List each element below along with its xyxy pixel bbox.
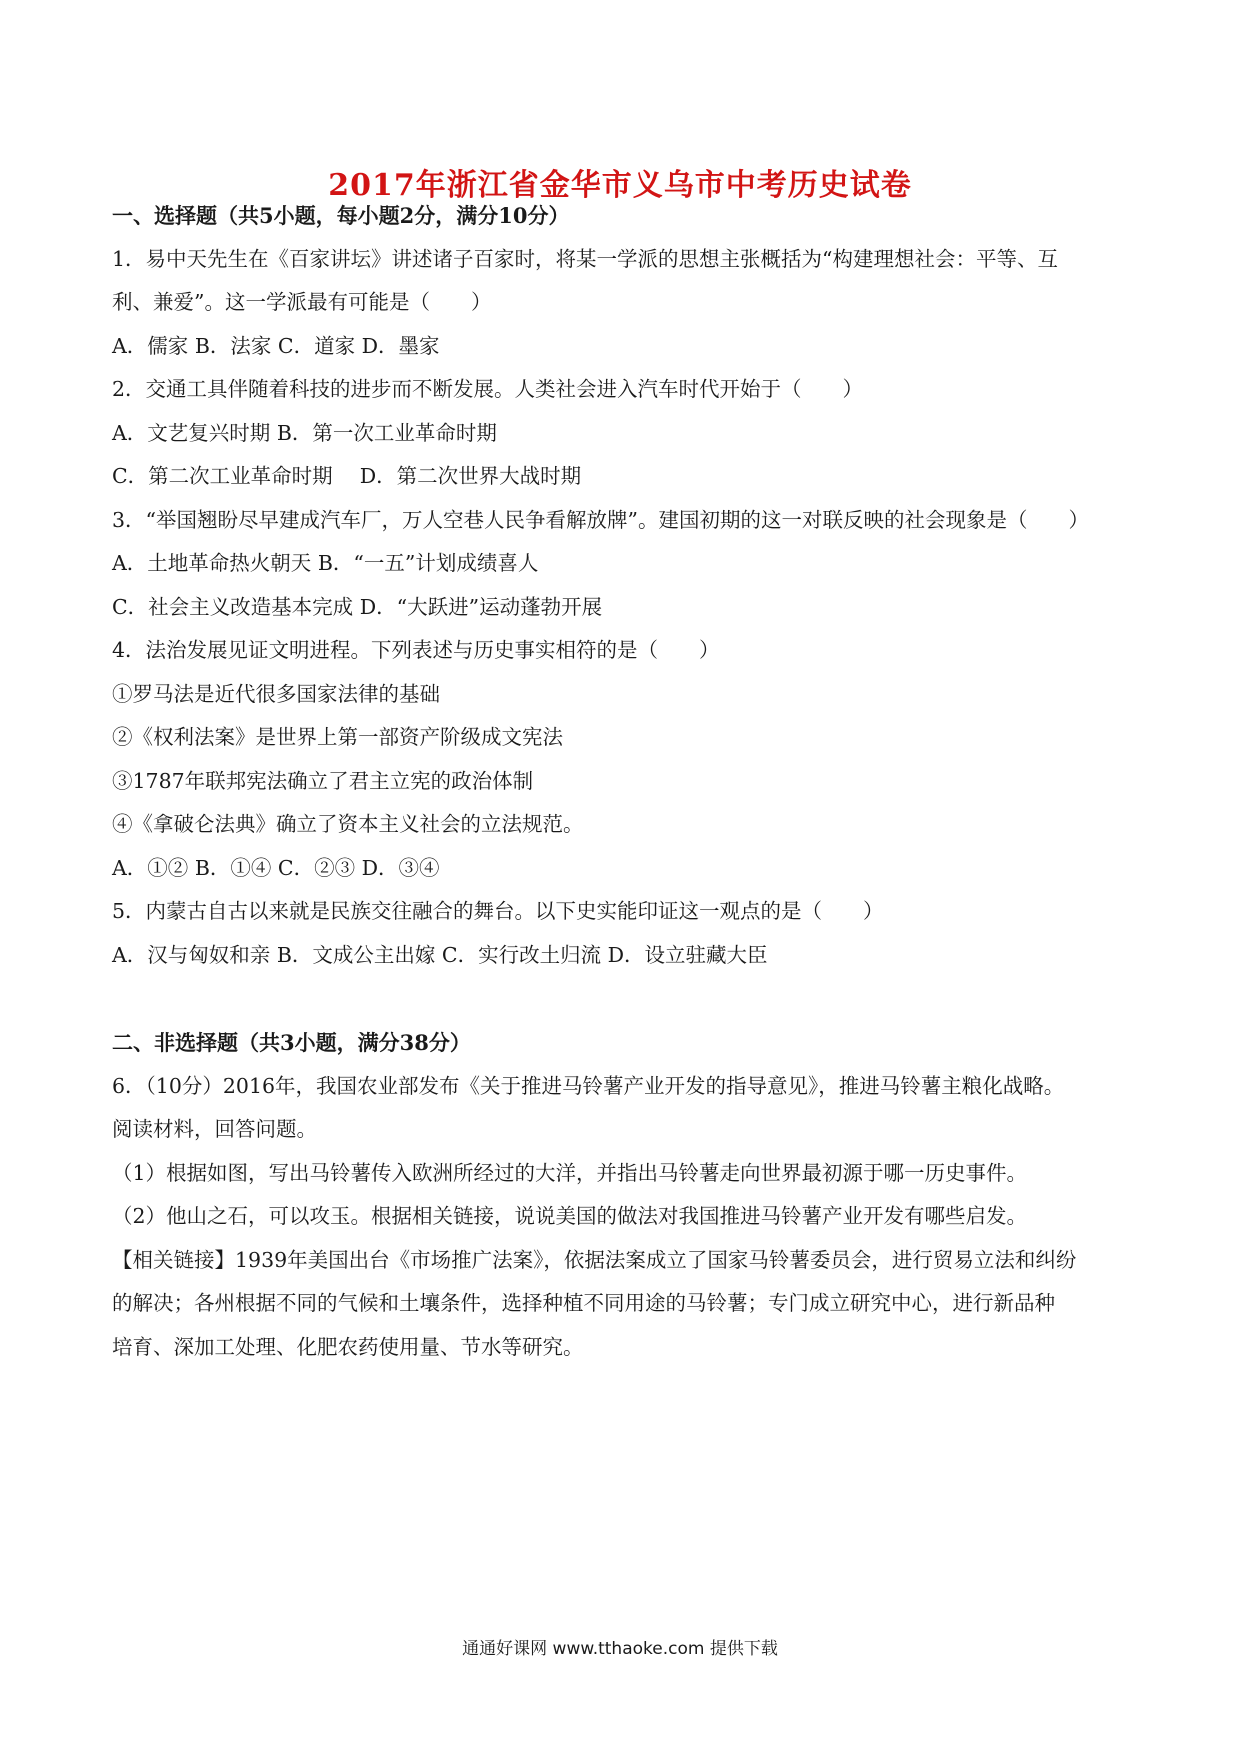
material-line: 【相关链接】1939年美国出台《市场推广法案》，依据法案成立了国家马铃薯委员会，进行贸易立法和纠纷 (112, 1248, 1077, 1272)
section2-heading: 二、非选择题（共3小题，满分38分） (112, 1030, 471, 1055)
question-line: 5．内蒙古自古以来就是民族交往融合的舞台。以下史实能印证这一观点的是（ ） (112, 899, 884, 923)
answer-options: A．儒家 B．法家 C．道家 D．墨家 (112, 334, 440, 358)
question-line: 6．（10分）2016年，我国农业部发布《关于推进马铃薯产业开发的指导意见》，推进马铃薯主粮化战略。 (112, 1074, 1065, 1098)
statement-line: ③1787年联邦宪法确立了君主立宪的政治体制 (112, 769, 534, 793)
page-footer: 通通好课网 www.tthaoke.com 提供下载 (462, 1639, 778, 1659)
statement-line: ①罗马法是近代很多国家法律的基础 (112, 682, 440, 706)
question-line: 4．法治发展见证文明进程。下列表述与历史事实相符的是（ ） (112, 638, 720, 662)
question-line: 3．“举国翘盼尽早建成汽车厂，万人空巷人民争看解放牌”。建国初期的这一对联反映的社会现象是（ ） (112, 508, 1090, 532)
answer-options: A．土地革命热火朝天 B．“一五”计划成绩喜人 (112, 551, 539, 575)
question-line: 阅读材料，回答问题。 (112, 1117, 317, 1141)
material-line: 培育、深加工处理、化肥农药使用量、节水等研究。 (112, 1335, 584, 1359)
question-line: 2．交通工具伴随着科技的进步而不断发展。人类社会进入汽车时代开始于（ ） (112, 377, 864, 401)
question-line: 1．易中天先生在《百家讲坛》讲述诸子百家时，将某一学派的思想主张概括为“构建理想社会：平等、互 (112, 247, 1059, 271)
sub-question-line: （2）他山之石，可以攻玉。根据相关链接，说说美国的做法对我国推进马铃薯产业开发有哪些启发。 (112, 1204, 1028, 1228)
question-line: 利、兼爱”。这一学派最有可能是（ ） (112, 290, 492, 314)
answer-options: A．①② B．①④ C．②③ D．③④ (112, 856, 440, 880)
sub-question-line: （1）根据如图，写出马铃薯传入欧洲所经过的大洋，并指出马铃薯走向世界最初源于哪一历史事件。 (112, 1161, 1028, 1185)
statement-line: ④《拿破仑法典》确立了资本主义社会的立法规范。 (112, 812, 584, 836)
statement-line: ②《权利法案》是世界上第一部资产阶级成文宪法 (112, 725, 563, 749)
exam-title: 2017年浙江省金华市义乌市中考历史试卷 (328, 168, 912, 203)
answer-options: C．第二次工业革命时期 D．第二次世界大战时期 (112, 464, 582, 488)
material-line: 的解决；各州根据不同的气候和土壤条件，选择种植不同用途的马铃薯；专门成立研究中心，进行新品种 (112, 1291, 1055, 1315)
answer-options: C．社会主义改造基本完成 D．“大跃进”运动蓬勃开展 (112, 595, 603, 619)
section1-heading: 一、选择题（共5小题，每小题2分，满分10分） (112, 203, 570, 228)
answer-options: A．文艺复兴时期 B．第一次工业革命时期 (112, 421, 497, 445)
answer-options: A．汉与匈奴和亲 B．文成公主出嫁 C．实行改土归流 D．设立驻藏大臣 (112, 943, 768, 967)
